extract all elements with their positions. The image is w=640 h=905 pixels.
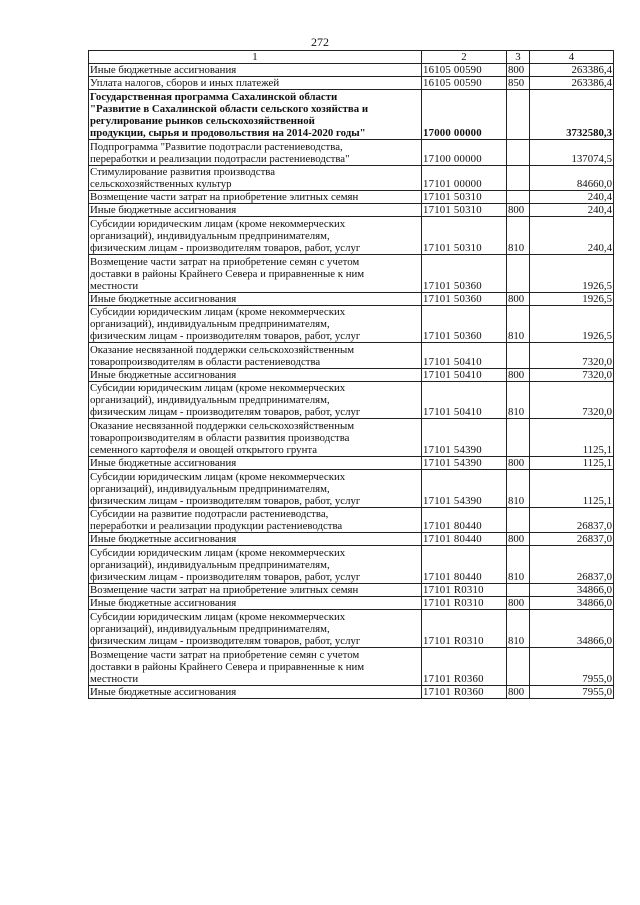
row-name: Стимулирование развития производства сельскохозяйственных культур (89, 165, 422, 190)
row-amount: 1926,5 (530, 305, 614, 343)
table-header (89, 51, 614, 64)
page-number: 272 (311, 35, 329, 49)
row-name: Возмещение части затрат на приобретение элитных семян (89, 584, 422, 597)
table-row (89, 610, 614, 648)
table-row (89, 685, 614, 698)
row-name: Субсидии юридическим лицам (кроме некоммерческих организаций), индивидуальным предпринимателям, физическим лицам - производителям товаров, работ, услуг (89, 610, 422, 648)
row-name: Субсидии на развитие подотрасли растениеводства, переработки и реализации продукции растениеводства (89, 507, 422, 532)
table-row (89, 165, 614, 190)
table-row (89, 305, 614, 343)
row-expense-type: 800 (507, 204, 530, 217)
row-amount: 7955,0 (530, 647, 614, 685)
row-expense-type: 810 (507, 546, 530, 584)
row-name: Субсидии юридическим лицам (кроме некоммерческих организаций), индивидуальным предпринимателям, физическим лицам - производителям товаров, работ, услуг (89, 546, 422, 584)
row-code: 17101 54390 (422, 457, 507, 470)
header-row (89, 51, 614, 64)
row-amount: 34866,0 (530, 597, 614, 610)
row-amount: 34866,0 (530, 610, 614, 648)
row-expense-type (507, 647, 530, 685)
row-name: Иные бюджетные ассигнования (89, 457, 422, 470)
row-code: 17101 R0360 (422, 685, 507, 698)
table-row (89, 597, 614, 610)
table-row (89, 381, 614, 419)
row-amount: 7320,0 (530, 368, 614, 381)
table-row (89, 190, 614, 203)
table-row (89, 419, 614, 457)
table-row (89, 507, 614, 532)
table-row (89, 546, 614, 584)
row-expense-type: 810 (507, 610, 530, 648)
row-name: Субсидии юридическим лицам (кроме некоммерческих организаций), индивидуальным предпринимателям, физическим лицам - производителям товаров, работ, услуг (89, 305, 422, 343)
row-amount: 263386,4 (530, 77, 614, 90)
row-code: 17101 50310 (422, 217, 507, 255)
table-row (89, 368, 614, 381)
row-name: Возмещение части затрат на приобретение семян с учетом доставки в районы Крайнего Севера и приравненные к ним местности (89, 254, 422, 292)
table-body (89, 64, 614, 699)
row-amount: 7320,0 (530, 381, 614, 419)
row-expense-type: 810 (507, 305, 530, 343)
row-name: Возмещение части затрат на приобретение элитных семян (89, 190, 422, 203)
row-code: 17101 54390 (422, 470, 507, 508)
row-expense-type: 800 (507, 368, 530, 381)
header-col-3: 3 (507, 51, 530, 64)
row-code: 17100 00000 (422, 140, 507, 165)
row-name: Иные бюджетные ассигнования (89, 533, 422, 546)
row-name: Государственная программа Сахалинской области "Развитие в Сахалинской области сельского хозяйства и регулирование рынков сельскохозяйственной продукции, сырья и продовольствия на 2014-2020 годы" (89, 90, 422, 140)
table-row (89, 217, 614, 255)
row-expense-type (507, 190, 530, 203)
row-amount: 3732580,3 (530, 90, 614, 140)
row-code: 17101 50410 (422, 343, 507, 368)
row-expense-type: 810 (507, 381, 530, 419)
row-code: 17101 80440 (422, 533, 507, 546)
row-name: Подпрограмма "Развитие подотрасли растениеводства, переработки и реализации подотрасли растениеводства" (89, 140, 422, 165)
row-code: 17101 R0360 (422, 647, 507, 685)
row-code: 17101 50360 (422, 305, 507, 343)
row-name: Иные бюджетные ассигнования (89, 597, 422, 610)
row-code: 17101 50360 (422, 292, 507, 305)
row-amount: 1125,1 (530, 470, 614, 508)
row-name: Оказание несвязанной поддержки сельскохозяйственным товаропроизводителям в области развития производства семенного картофеля и овощей открытого грунта (89, 419, 422, 457)
row-amount: 26837,0 (530, 533, 614, 546)
row-amount: 1926,5 (530, 254, 614, 292)
row-code: 16105 00590 (422, 77, 507, 90)
budget-table (88, 50, 614, 699)
row-code: 17101 54390 (422, 419, 507, 457)
row-expense-type: 800 (507, 597, 530, 610)
row-name: Оказание несвязанной поддержки сельскохозяйственным товаропроизводителям в области растениеводства (89, 343, 422, 368)
table-row (89, 533, 614, 546)
row-amount: 7320,0 (530, 343, 614, 368)
header-col-4: 4 (530, 51, 614, 64)
table-row (89, 77, 614, 90)
row-code: 17101 80440 (422, 546, 507, 584)
row-code: 17101 50310 (422, 204, 507, 217)
row-expense-type: 800 (507, 685, 530, 698)
row-code: 16105 00590 (422, 64, 507, 77)
row-amount: 1125,1 (530, 457, 614, 470)
row-expense-type: 800 (507, 533, 530, 546)
row-expense-type: 810 (507, 470, 530, 508)
row-expense-type (507, 584, 530, 597)
row-amount: 7955,0 (530, 685, 614, 698)
row-expense-type (507, 90, 530, 140)
row-amount: 263386,4 (530, 64, 614, 77)
row-expense-type (507, 254, 530, 292)
row-expense-type: 800 (507, 292, 530, 305)
table-row (89, 204, 614, 217)
row-expense-type: 850 (507, 77, 530, 90)
row-amount: 26837,0 (530, 507, 614, 532)
row-expense-type: 810 (507, 217, 530, 255)
row-expense-type: 800 (507, 457, 530, 470)
table-row (89, 457, 614, 470)
row-expense-type (507, 165, 530, 190)
row-name: Субсидии юридическим лицам (кроме некоммерческих организаций), индивидуальным предпринимателям, физическим лицам - производителям товаров, работ, услуг (89, 470, 422, 508)
row-code: 17000 00000 (422, 90, 507, 140)
table-row (89, 140, 614, 165)
row-expense-type: 800 (507, 64, 530, 77)
row-amount: 137074,5 (530, 140, 614, 165)
row-amount: 240,4 (530, 217, 614, 255)
row-amount: 240,4 (530, 204, 614, 217)
row-expense-type (507, 343, 530, 368)
row-amount: 240,4 (530, 190, 614, 203)
table-row (89, 254, 614, 292)
row-code: 17101 50360 (422, 254, 507, 292)
row-amount: 34866,0 (530, 584, 614, 597)
table-row (89, 64, 614, 77)
header-col-2: 2 (422, 51, 507, 64)
row-expense-type (507, 507, 530, 532)
row-expense-type (507, 419, 530, 457)
row-name: Иные бюджетные ассигнования (89, 292, 422, 305)
table-row (89, 470, 614, 508)
row-name: Иные бюджетные ассигнования (89, 204, 422, 217)
row-code: 17101 50410 (422, 381, 507, 419)
row-code: 17101 80440 (422, 507, 507, 532)
row-name: Субсидии юридическим лицам (кроме некоммерческих организаций), индивидуальным предпринимателям, физическим лицам - производителям товаров, работ, услуг (89, 381, 422, 419)
row-code: 17101 R0310 (422, 584, 507, 597)
row-name: Иные бюджетные ассигнования (89, 64, 422, 77)
table-row (89, 343, 614, 368)
row-code: 17101 R0310 (422, 597, 507, 610)
row-amount: 1125,1 (530, 419, 614, 457)
row-name: Уплата налогов, сборов и иных платежей (89, 77, 422, 90)
header-col-1: 1 (89, 51, 422, 64)
table-row (89, 584, 614, 597)
table-row (89, 292, 614, 305)
row-code: 17101 50410 (422, 368, 507, 381)
table-row (89, 647, 614, 685)
row-code: 17101 00000 (422, 165, 507, 190)
row-amount: 1926,5 (530, 292, 614, 305)
row-code: 17101 R0310 (422, 610, 507, 648)
row-name: Иные бюджетные ассигнования (89, 685, 422, 698)
row-name: Субсидии юридическим лицам (кроме некоммерческих организаций), индивидуальным предпринимателям, физическим лицам - производителям товаров, работ, услуг (89, 217, 422, 255)
row-code: 17101 50310 (422, 190, 507, 203)
row-amount: 26837,0 (530, 546, 614, 584)
row-name: Иные бюджетные ассигнования (89, 368, 422, 381)
table-row (89, 90, 614, 140)
row-name: Возмещение части затрат на приобретение семян с учетом доставки в районы Крайнего Севера и приравненные к ним местности (89, 647, 422, 685)
row-amount: 84660,0 (530, 165, 614, 190)
row-expense-type (507, 140, 530, 165)
